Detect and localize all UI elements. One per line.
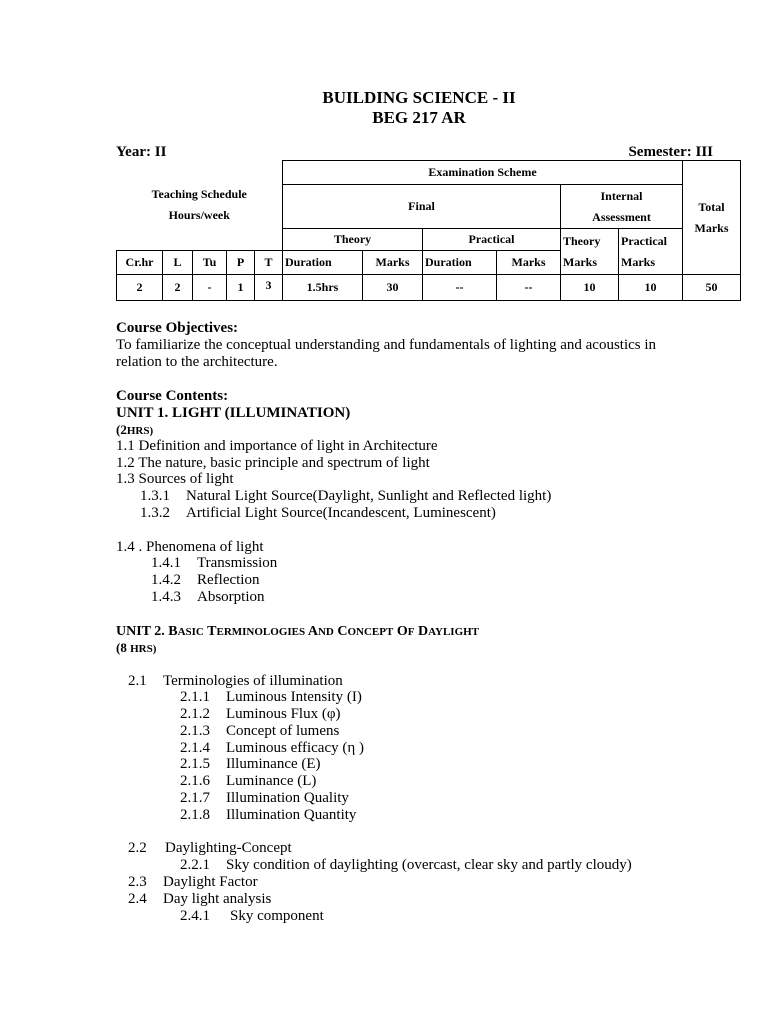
unit-2-part: ASIC	[177, 626, 204, 638]
item-number: 2.1.2	[180, 706, 210, 722]
item-label: Transmission	[197, 555, 278, 571]
unit-2-part: D	[414, 624, 429, 639]
item-label: Luminance (L)	[226, 773, 317, 789]
unit-2-hours	[116, 639, 156, 658]
unit-2-part: C	[333, 624, 348, 639]
unit-2-hours-label: HRS)	[130, 643, 157, 655]
value-final-theory-duration: 1.5hrs	[283, 275, 363, 301]
unit-2-part: O	[393, 624, 408, 639]
teaching-schedule-label: Teaching Schedule	[151, 187, 247, 202]
col-final-practical-duration: Duration	[423, 251, 497, 275]
item-label: Sky condition of daylighting (overcast, clear sky and partly cloudy)	[226, 857, 632, 873]
item-label: Illuminance (E)	[226, 756, 321, 772]
final-practical-header: Practical	[423, 229, 561, 251]
internal-theory-header	[561, 229, 619, 275]
internal-practical-marks-label: Marks	[621, 254, 655, 269]
item-label: Absorption	[197, 589, 265, 605]
item-label: Luminous Flux (φ)	[226, 706, 341, 722]
hours-week-label: Hours/week	[168, 208, 230, 223]
col-tu: Tu	[193, 251, 227, 275]
item-2-1-7	[180, 790, 349, 807]
unit-2-part: T	[203, 624, 217, 639]
value-tu: -	[193, 275, 227, 301]
item-2-3	[128, 874, 258, 891]
item-number: 1.4.2	[151, 572, 181, 588]
internal-label: Internal	[600, 188, 643, 203]
item-number: 2.4.1	[180, 908, 210, 924]
item-1-3-1	[140, 488, 551, 505]
value-final-theory-marks: 30	[363, 275, 423, 301]
unit-1-hours-label: HRS)	[126, 425, 154, 437]
item-2-4-1	[180, 908, 324, 925]
item-label: Natural Light Source(Daylight, Sunlight and Reflected light)	[186, 488, 552, 504]
total-marks-label: Marks	[694, 220, 729, 235]
value-final-practical-duration: --	[423, 275, 497, 301]
internal-practical-header	[619, 229, 683, 275]
value-p: 1	[227, 275, 255, 301]
item-2-1-4	[180, 740, 364, 757]
semester-label: Semester: III	[628, 144, 713, 160]
internal-assessment-header	[561, 185, 683, 229]
unit-2-hours-open: (8	[116, 640, 131, 655]
final-header: Final	[283, 185, 561, 229]
item-2-4	[128, 891, 271, 908]
unit-2-heading	[116, 623, 479, 641]
col-final-practical-marks: Marks	[497, 251, 561, 275]
item-label: Daylighting-Concept	[165, 840, 292, 856]
item-label: Day light analysis	[163, 891, 272, 907]
item-number: 2.1.1	[180, 689, 210, 705]
item-2-1-8	[180, 807, 356, 824]
item-label: Illumination Quantity	[226, 807, 357, 823]
col-crhr: Cr.hr	[117, 251, 163, 275]
item-number: 2.1.3	[180, 723, 210, 739]
item-label: Illumination Quality	[226, 790, 349, 806]
unit-2-part: ND	[317, 626, 334, 638]
unit-2-part: AYLIGHT	[428, 626, 480, 638]
value-internal-practical-marks: 10	[619, 275, 683, 301]
item-1-4: 1.4 . Phenomena of light	[116, 539, 264, 555]
course-title: BUILDING SCIENCE - II	[322, 88, 516, 107]
item-label: Artificial Light Source(Incandescent, Luminescent)	[186, 505, 496, 521]
col-final-theory-duration: Duration	[283, 251, 363, 275]
item-number: 1.4.3	[151, 589, 181, 605]
value-total-marks: 50	[683, 275, 741, 301]
unit-1-heading: UNIT 1. LIGHT (ILLUMINATION)	[116, 405, 351, 421]
item-number: 2.1.8	[180, 807, 210, 823]
item-1-4-2	[151, 572, 259, 589]
item-number: 2.4	[128, 891, 147, 907]
value-internal-theory-marks: 10	[561, 275, 619, 301]
internal-theory-marks-label: Marks	[563, 254, 597, 269]
item-number: 2.3	[128, 874, 147, 890]
examination-scheme-table	[116, 160, 741, 301]
contents-heading: Course Contents:	[116, 388, 229, 404]
objectives-heading: Course Objectives:	[116, 320, 239, 336]
internal-practical-label: Practical	[621, 233, 667, 248]
value-t: 3	[255, 275, 283, 301]
teaching-schedule-header	[117, 161, 283, 251]
item-1-3: 1.3 Sources of light	[116, 471, 234, 487]
item-label: Concept of lumens	[226, 723, 340, 739]
item-2-1-6	[180, 773, 316, 790]
value-l: 2	[163, 275, 193, 301]
item-2-1-3	[180, 723, 339, 740]
unit-2-part: ERMINOLOGIES	[216, 626, 306, 638]
unit-2-part: A	[305, 624, 318, 639]
final-theory-header: Theory	[283, 229, 423, 251]
item-number: 2.1.6	[180, 773, 210, 789]
item-1-2: 1.2 The nature, basic principle and spectrum of light	[116, 455, 430, 471]
item-2-2	[128, 840, 292, 857]
item-number: 2.1.4	[180, 740, 210, 756]
col-l: L	[163, 251, 193, 275]
col-p: P	[227, 251, 255, 275]
item-2-1-1	[180, 689, 362, 706]
unit-2-part: UNIT 2. B	[116, 624, 178, 639]
item-number: 2.1	[128, 673, 147, 689]
col-final-theory-marks: Marks	[363, 251, 423, 275]
total-label: Total	[698, 199, 725, 214]
item-2-1-5	[180, 756, 321, 773]
unit-1-hours-open: (2	[116, 422, 127, 437]
item-2-2-1	[180, 857, 632, 874]
value-crhr: 2	[117, 275, 163, 301]
item-number: 2.2	[128, 840, 147, 856]
item-label: Sky component	[230, 908, 324, 924]
item-1-4-3	[151, 589, 265, 606]
item-number: 1.3.1	[140, 488, 170, 504]
value-final-practical-marks: --	[497, 275, 561, 301]
total-marks-header	[683, 161, 741, 275]
examination-scheme-header: Examination Scheme	[283, 161, 683, 185]
item-1-3-2	[140, 505, 496, 522]
item-label: Terminologies of illumination	[163, 673, 343, 689]
item-label: Luminous efficacy (η )	[226, 740, 364, 756]
assessment-label: Assessment	[592, 209, 651, 224]
col-t: T	[255, 251, 283, 275]
year-label: Year: II	[116, 144, 167, 160]
item-label: Reflection	[197, 572, 260, 588]
item-label: Daylight Factor	[163, 874, 258, 890]
course-code: BEG 217 AR	[372, 108, 466, 127]
objectives-line-2: relation to the architecture.	[116, 354, 278, 370]
item-number: 2.2.1	[180, 857, 210, 873]
item-1-1: 1.1 Definition and importance of light in Architecture	[116, 438, 438, 454]
item-1-4-1	[151, 555, 277, 572]
item-number: 2.1.7	[180, 790, 210, 806]
year-semester-line	[116, 144, 713, 161]
internal-theory-label: Theory	[563, 233, 601, 248]
item-label: Luminous Intensity (I)	[226, 689, 362, 705]
unit-2-part: F	[407, 626, 415, 638]
unit-2-part: ONCEPT	[347, 626, 394, 638]
item-number: 1.4.1	[151, 555, 181, 571]
item-2-1	[128, 673, 343, 690]
item-number: 1.3.2	[140, 505, 170, 521]
item-2-1-2	[180, 706, 341, 723]
objectives-line-1: To familiarize the conceptual understanding and fundamentals of lighting and acoustics in	[116, 337, 657, 353]
item-number: 2.1.5	[180, 756, 210, 772]
